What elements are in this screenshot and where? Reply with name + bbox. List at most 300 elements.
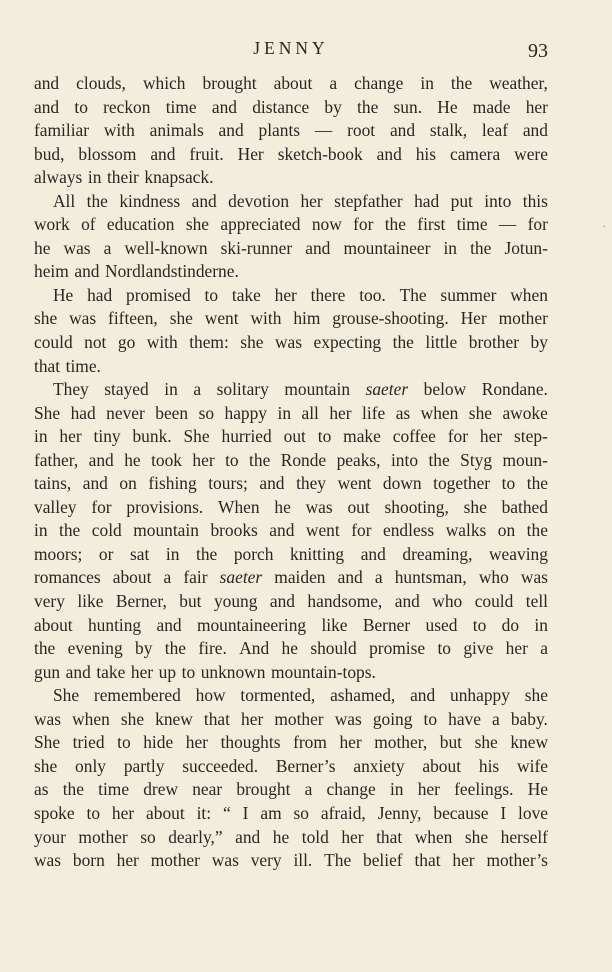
word: evening [67, 638, 123, 659]
word: the [34, 638, 56, 659]
text-line [34, 708, 548, 732]
word: weaving [489, 543, 548, 564]
word: He [527, 779, 548, 800]
word: for [351, 520, 372, 541]
word: and [218, 120, 244, 141]
word: the [470, 237, 492, 258]
word: for [353, 214, 374, 235]
word: with [103, 120, 135, 141]
word: was [520, 567, 548, 588]
word: went [305, 520, 340, 541]
word: brought [236, 779, 291, 800]
word: in [443, 237, 457, 258]
word: that [203, 708, 230, 729]
word: about [34, 614, 73, 635]
word: promised [126, 284, 191, 305]
word: the [357, 96, 379, 117]
word: and [34, 73, 60, 93]
word: the [526, 520, 548, 541]
word: She [34, 402, 61, 423]
word: hurried [221, 426, 272, 447]
word: cold [91, 520, 122, 541]
word: his [478, 755, 500, 776]
word: fair [183, 567, 208, 588]
word: with [146, 332, 178, 353]
word: dreaming, [402, 543, 473, 564]
word: the [384, 214, 406, 235]
word: been [155, 402, 189, 423]
word: mountain [284, 379, 351, 400]
word: tiny [93, 426, 121, 447]
word: mountain-tops. [271, 661, 376, 682]
word: as [395, 402, 411, 423]
word: they [296, 473, 327, 494]
word: fishing [148, 473, 197, 494]
word: too. [359, 284, 386, 305]
word: out [347, 496, 370, 517]
word: change [326, 779, 376, 800]
text-line [34, 96, 548, 120]
word: when [420, 402, 459, 423]
word: and [360, 543, 386, 564]
word: fifteen, [108, 308, 158, 329]
word: and [376, 143, 402, 164]
word: that [34, 355, 61, 376]
word: go [117, 332, 136, 353]
word: moors; [34, 543, 83, 564]
word: handsome, [307, 591, 383, 612]
word: huntsman, [394, 567, 467, 588]
word: in [165, 543, 180, 564]
word: to [472, 614, 487, 635]
word: give [463, 638, 494, 659]
word: and [65, 661, 91, 682]
word: I [242, 802, 249, 823]
word: life [362, 402, 386, 423]
word: all [301, 402, 319, 423]
word: When [218, 496, 260, 517]
word: her [341, 826, 364, 847]
word: hunting [87, 614, 142, 635]
word: plants [258, 120, 301, 141]
word: she [524, 685, 548, 706]
word: and [34, 96, 60, 117]
word: her [116, 850, 139, 871]
word: weather, [489, 73, 548, 93]
text-line [34, 284, 548, 308]
word: mountain [133, 520, 199, 541]
text-line [34, 590, 548, 614]
text-line [34, 72, 548, 96]
word: and [74, 261, 100, 282]
text-line [34, 496, 548, 520]
word: animals [149, 120, 204, 141]
word: a [103, 237, 112, 258]
text-line [34, 355, 548, 379]
word: was [34, 850, 62, 871]
word: and [305, 237, 331, 258]
word: All [53, 190, 76, 211]
word: should [310, 638, 357, 659]
word: only [75, 755, 106, 776]
word: brooks [210, 520, 258, 541]
word: but [179, 591, 202, 612]
word: love [518, 802, 548, 823]
word: the [62, 779, 84, 800]
word: a [540, 638, 548, 659]
word: education [106, 214, 175, 235]
word: the [526, 473, 548, 494]
word: the [392, 332, 414, 353]
word: appreciated [220, 214, 301, 235]
word: he [124, 449, 141, 470]
word: first [417, 214, 446, 235]
word: fruit. [189, 143, 224, 164]
text-line [34, 425, 548, 449]
word: in [534, 614, 548, 635]
word: sketch-book [277, 143, 363, 164]
word: by [530, 332, 548, 353]
word: blossom [78, 143, 137, 164]
word: stepfather [334, 190, 403, 211]
page-number: 93 [528, 40, 548, 62]
word: went [204, 308, 239, 329]
word: was [274, 332, 303, 353]
word: Jenny, [377, 802, 422, 823]
word: this [522, 190, 548, 211]
word: she [169, 308, 193, 329]
word: that [376, 826, 403, 847]
word: her [329, 402, 352, 423]
word: or [98, 543, 114, 564]
word: time [165, 96, 197, 117]
word: about [422, 755, 462, 776]
word: put [450, 190, 473, 211]
word: born [72, 850, 105, 871]
word: stayed [104, 379, 149, 400]
text-line [34, 566, 548, 590]
word: in [34, 426, 48, 447]
word: Berner, [115, 591, 167, 612]
text-line [34, 826, 548, 850]
word: but [439, 732, 462, 753]
word: that [414, 850, 441, 871]
margin-speck: · [602, 222, 606, 233]
word: to [117, 732, 131, 753]
word: was [334, 708, 362, 729]
word: not [84, 332, 107, 353]
text-line [34, 755, 548, 779]
word: going [372, 708, 413, 729]
word: and [269, 591, 295, 612]
word: happy [224, 402, 268, 423]
text-line [34, 190, 548, 214]
word: mother [150, 850, 200, 871]
word: made [472, 96, 511, 117]
word: a [492, 708, 500, 729]
word: little [425, 332, 458, 353]
text-line [34, 402, 548, 426]
word: of [81, 214, 96, 235]
word: unknown [200, 661, 266, 682]
word: her [59, 426, 82, 447]
word: dearly,” [168, 826, 223, 847]
word: and [259, 473, 285, 494]
word: change [354, 73, 404, 93]
word: thoughts [220, 732, 281, 753]
word: she [474, 732, 498, 753]
word: root [347, 120, 376, 141]
word: was [34, 708, 62, 729]
word: her [505, 638, 528, 659]
word: there [310, 284, 346, 305]
word: and [88, 449, 114, 470]
word: saeter [365, 379, 409, 400]
word: could [34, 332, 73, 353]
word: so [198, 402, 215, 423]
word: He [53, 284, 74, 305]
word: stalk, [429, 120, 468, 141]
text-line [34, 543, 548, 567]
word: had [414, 190, 440, 211]
word: afraid, [320, 802, 366, 823]
word: belief [363, 850, 403, 871]
word: and [150, 143, 176, 164]
word: saeter [219, 567, 263, 588]
word: up [158, 661, 177, 682]
word: He [437, 96, 458, 117]
word: her [300, 190, 323, 211]
word: father, [34, 449, 79, 470]
word: partly [123, 755, 165, 776]
word: her [525, 96, 548, 117]
word: knew [155, 708, 193, 729]
word: was [211, 850, 239, 871]
word: unhappy [450, 685, 510, 706]
word: spoke [34, 802, 75, 823]
word: Berner’s [275, 755, 336, 776]
word: hide [143, 732, 174, 753]
word: and [82, 473, 108, 494]
running-head: JENNY [253, 38, 329, 58]
word: to [317, 426, 332, 447]
word: gun [34, 661, 61, 682]
text-line [34, 307, 548, 331]
word: mother’s [486, 850, 548, 871]
word: and [410, 685, 436, 706]
word: it: [196, 802, 212, 823]
word: her [452, 850, 475, 871]
word: went [337, 473, 372, 494]
word: on [119, 473, 137, 494]
text-line [34, 802, 548, 826]
word: porch [233, 543, 274, 564]
word: he [281, 638, 298, 659]
word: and [389, 120, 416, 141]
word: together [433, 473, 491, 494]
text-line [34, 519, 548, 543]
word: grouse-shooting. [332, 308, 449, 329]
word: could [474, 591, 514, 612]
word: she [34, 308, 58, 329]
word: and [211, 96, 237, 117]
word: she [463, 496, 487, 517]
word: bud, [34, 143, 65, 164]
word: always [34, 167, 83, 188]
word: to [437, 638, 451, 659]
word: to [501, 473, 516, 494]
word: about [146, 802, 185, 823]
word: and [522, 120, 548, 141]
word: tours; [208, 473, 248, 494]
text-line [34, 472, 548, 496]
word: tried [72, 732, 105, 753]
word: very [250, 850, 282, 871]
word: her [111, 802, 135, 823]
word: brother [468, 332, 520, 353]
word: her [130, 661, 154, 682]
page-header [34, 38, 548, 66]
word: out [283, 426, 306, 447]
word: romances [34, 567, 101, 588]
word: to [86, 802, 101, 823]
word: so [293, 802, 309, 823]
word: tormented, [240, 685, 316, 706]
text-line [34, 378, 548, 402]
word: so [140, 826, 156, 847]
word: and [269, 520, 295, 541]
word: bathed [501, 496, 548, 517]
word: — [498, 214, 517, 235]
word: as [34, 779, 49, 800]
word: who [478, 567, 509, 588]
word: were [514, 143, 548, 164]
word: and [156, 614, 182, 635]
word: She [34, 732, 61, 753]
word: he [274, 496, 291, 517]
word: him [293, 308, 321, 329]
word: time [98, 779, 130, 800]
word: your [34, 826, 66, 847]
word: into [390, 449, 419, 470]
text-line [34, 166, 548, 190]
word: because [433, 802, 489, 823]
word: knitting [290, 543, 345, 564]
word: Her [460, 308, 487, 329]
word: to [181, 661, 196, 682]
word: a [193, 379, 202, 400]
word: leaf [481, 120, 508, 141]
word: was [305, 496, 333, 517]
word: summer [440, 284, 497, 305]
word: told [301, 826, 329, 847]
word: the [164, 638, 187, 659]
word: he [272, 826, 290, 847]
word: drew [143, 779, 178, 800]
text-line [34, 684, 548, 708]
word: shooting, [384, 496, 449, 517]
word: to [423, 708, 438, 729]
word: now [311, 214, 342, 235]
word: in [277, 402, 292, 423]
word: the [450, 73, 473, 93]
word: never [106, 402, 145, 423]
word: by [324, 96, 342, 117]
word: her [192, 449, 215, 470]
word: about [112, 567, 152, 588]
word: her [339, 732, 362, 753]
word: Jotun- [504, 237, 548, 258]
word: who [432, 591, 463, 612]
word: in [420, 73, 434, 93]
word: fire. [198, 638, 227, 659]
text-line [34, 331, 548, 355]
word: do [501, 614, 520, 635]
word: solitary [216, 379, 269, 400]
word: the [195, 543, 218, 564]
word: down [382, 473, 422, 494]
text-line [34, 778, 548, 802]
word: have [448, 708, 481, 729]
word: kindness [119, 190, 181, 211]
word: Ronde [280, 449, 327, 470]
word: the [428, 449, 450, 470]
word: promise [369, 638, 426, 659]
word: her [417, 779, 440, 800]
word: and [235, 826, 261, 847]
word: anxiety [353, 755, 405, 776]
word: she [468, 402, 492, 423]
word: a [374, 567, 383, 588]
word: tell [525, 591, 548, 612]
word: in [34, 520, 48, 541]
word: moun- [502, 449, 548, 470]
word: to [74, 96, 88, 117]
word: in [389, 779, 404, 800]
word: when [510, 284, 548, 305]
word: “ [223, 802, 231, 823]
word: on [497, 520, 516, 541]
word: the [86, 190, 108, 211]
word: when [414, 826, 453, 847]
body-text [34, 72, 548, 873]
text-line [34, 213, 548, 237]
word: and [337, 567, 363, 588]
word: by [135, 638, 153, 659]
word: brought [202, 73, 257, 93]
word: The [399, 284, 427, 305]
word: to [225, 449, 239, 470]
word: walks [445, 520, 487, 541]
word: succeeded. [182, 755, 259, 776]
word: she [185, 214, 210, 235]
text-line [34, 119, 548, 143]
word: expecting [313, 332, 382, 353]
word: Berner [362, 614, 411, 635]
word: was [63, 237, 91, 258]
word: I [500, 802, 507, 823]
word: into [484, 190, 512, 211]
word: Nordlandstinderne. [105, 261, 239, 282]
word: herself [500, 826, 548, 847]
word: tains, [34, 473, 72, 494]
word: camera [449, 143, 501, 164]
word: took [151, 449, 182, 470]
word: wife [517, 755, 548, 776]
word: and [191, 190, 217, 211]
word: and [394, 591, 420, 612]
text-line [34, 143, 548, 167]
